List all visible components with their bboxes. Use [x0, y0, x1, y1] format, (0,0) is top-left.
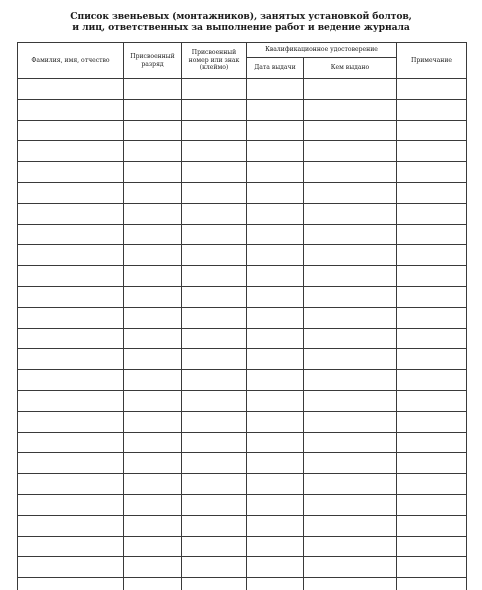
cell-full-name: [18, 370, 124, 391]
cell-number: [182, 349, 247, 370]
cell-full-name: [18, 328, 124, 349]
cell-full-name: [18, 224, 124, 245]
cell-number: [182, 120, 247, 141]
cell-issued-by: [304, 99, 397, 120]
cell-number: [182, 266, 247, 287]
title-line-1: Список звеньевых (монтажников), занятых установкой болтов,: [0, 11, 482, 22]
cell-number: [182, 224, 247, 245]
cell-number: [182, 536, 247, 557]
cell-full-name: [18, 453, 124, 474]
cell-issued-by: [304, 536, 397, 557]
cell-issue-date: [247, 411, 304, 432]
cell-note: [397, 557, 467, 578]
cell-issue-date: [247, 120, 304, 141]
cell-full-name: [18, 203, 124, 224]
cell-note: [397, 162, 467, 183]
cell-issue-date: [247, 515, 304, 536]
cell-number: [182, 390, 247, 411]
cell-note: [397, 411, 467, 432]
cell-issued-by: [304, 182, 397, 203]
cell-issue-date: [247, 182, 304, 203]
header-issued-by: Кем выдано: [304, 58, 397, 79]
cell-issued-by: [304, 453, 397, 474]
table-row: [18, 349, 467, 370]
cell-issue-date: [247, 162, 304, 183]
cell-issued-by: [304, 203, 397, 224]
cell-rank: [124, 266, 182, 287]
cell-note: [397, 328, 467, 349]
cell-rank: [124, 370, 182, 391]
cell-note: [397, 141, 467, 162]
table-row: [18, 266, 467, 287]
cell-rank: [124, 182, 182, 203]
table-row: [18, 182, 467, 203]
cell-issue-date: [247, 328, 304, 349]
cell-rank: [124, 494, 182, 515]
cell-issue-date: [247, 224, 304, 245]
cell-full-name: [18, 390, 124, 411]
cell-full-name: [18, 557, 124, 578]
cell-note: [397, 453, 467, 474]
cell-issue-date: [247, 494, 304, 515]
cell-number: [182, 557, 247, 578]
cell-rank: [124, 411, 182, 432]
table-row: [18, 390, 467, 411]
cell-number: [182, 411, 247, 432]
cell-issued-by: [304, 328, 397, 349]
cell-issue-date: [247, 99, 304, 120]
cell-issued-by: [304, 474, 397, 495]
cell-issue-date: [247, 79, 304, 100]
header-rank: Присвоенный разряд: [124, 43, 182, 79]
cell-full-name: [18, 578, 124, 590]
table-row: [18, 79, 467, 100]
cell-number: [182, 245, 247, 266]
table-row: [18, 494, 467, 515]
cell-rank: [124, 474, 182, 495]
cell-number: [182, 203, 247, 224]
cell-full-name: [18, 474, 124, 495]
cell-full-name: [18, 432, 124, 453]
cell-rank: [124, 557, 182, 578]
cell-note: [397, 224, 467, 245]
cell-issued-by: [304, 162, 397, 183]
cell-rank: [124, 224, 182, 245]
table-row: [18, 224, 467, 245]
table-row: [18, 370, 467, 391]
cell-note: [397, 390, 467, 411]
cell-number: [182, 286, 247, 307]
cell-rank: [124, 162, 182, 183]
title-line-2: и лиц, ответственных за выполнение работ и ведение журнала: [0, 22, 482, 33]
cell-number: [182, 578, 247, 590]
cell-issued-by: [304, 349, 397, 370]
cell-full-name: [18, 120, 124, 141]
cell-rank: [124, 390, 182, 411]
personnel-table: [17, 42, 467, 590]
cell-issue-date: [247, 474, 304, 495]
table-row: [18, 141, 467, 162]
table-row: [18, 245, 467, 266]
cell-issue-date: [247, 203, 304, 224]
cell-rank: [124, 453, 182, 474]
table-row: [18, 328, 467, 349]
cell-number: [182, 79, 247, 100]
cell-issued-by: [304, 515, 397, 536]
cell-note: [397, 266, 467, 287]
table-row: [18, 203, 467, 224]
cell-issued-by: [304, 307, 397, 328]
table-row: [18, 307, 467, 328]
table-header: [18, 43, 467, 79]
cell-issue-date: [247, 349, 304, 370]
cell-note: [397, 307, 467, 328]
cell-full-name: [18, 182, 124, 203]
cell-full-name: [18, 411, 124, 432]
cell-rank: [124, 99, 182, 120]
cell-note: [397, 182, 467, 203]
cell-number: [182, 328, 247, 349]
cell-issued-by: [304, 224, 397, 245]
cell-note: [397, 474, 467, 495]
cell-issued-by: [304, 141, 397, 162]
cell-number: [182, 515, 247, 536]
cell-full-name: [18, 99, 124, 120]
cell-issue-date: [247, 432, 304, 453]
cell-issue-date: [247, 557, 304, 578]
document-title: [0, 11, 482, 33]
cell-issued-by: [304, 79, 397, 100]
table-row: [18, 162, 467, 183]
cell-rank: [124, 515, 182, 536]
cell-rank: [124, 432, 182, 453]
cell-rank: [124, 141, 182, 162]
cell-full-name: [18, 266, 124, 287]
cell-issue-date: [247, 453, 304, 474]
table-row: [18, 120, 467, 141]
cell-note: [397, 203, 467, 224]
cell-issued-by: [304, 245, 397, 266]
cell-rank: [124, 349, 182, 370]
cell-issue-date: [247, 141, 304, 162]
cell-rank: [124, 536, 182, 557]
table-row: [18, 578, 467, 590]
cell-issued-by: [304, 494, 397, 515]
cell-issued-by: [304, 120, 397, 141]
cell-number: [182, 182, 247, 203]
cell-note: [397, 536, 467, 557]
table-row: [18, 474, 467, 495]
header-issue-date: Дата выдачи: [247, 58, 304, 79]
table-row: [18, 99, 467, 120]
cell-issued-by: [304, 390, 397, 411]
cell-rank: [124, 307, 182, 328]
cell-issue-date: [247, 370, 304, 391]
table-row: [18, 557, 467, 578]
cell-full-name: [18, 349, 124, 370]
cell-full-name: [18, 79, 124, 100]
table-body: [18, 79, 467, 590]
cell-full-name: [18, 494, 124, 515]
cell-number: [182, 141, 247, 162]
cell-note: [397, 245, 467, 266]
cell-number: [182, 494, 247, 515]
cell-full-name: [18, 307, 124, 328]
cell-issue-date: [247, 286, 304, 307]
cell-issued-by: [304, 266, 397, 287]
table-row: [18, 432, 467, 453]
cell-rank: [124, 203, 182, 224]
table-row: [18, 411, 467, 432]
cell-full-name: [18, 286, 124, 307]
cell-number: [182, 162, 247, 183]
cell-issued-by: [304, 578, 397, 590]
table-row: [18, 515, 467, 536]
cell-issued-by: [304, 286, 397, 307]
cell-issue-date: [247, 536, 304, 557]
header-qualification: Квалификационное удостоверение: [247, 43, 397, 58]
cell-rank: [124, 286, 182, 307]
cell-number: [182, 370, 247, 391]
cell-number: [182, 474, 247, 495]
cell-note: [397, 120, 467, 141]
table-row: [18, 453, 467, 474]
cell-rank: [124, 578, 182, 590]
header-note: Примечание: [397, 43, 467, 79]
table-row: [18, 286, 467, 307]
cell-issued-by: [304, 370, 397, 391]
cell-full-name: [18, 141, 124, 162]
cell-issued-by: [304, 411, 397, 432]
cell-issue-date: [247, 390, 304, 411]
cell-note: [397, 515, 467, 536]
cell-issue-date: [247, 578, 304, 590]
cell-note: [397, 79, 467, 100]
cell-issue-date: [247, 307, 304, 328]
header-full-name: Фамилия, имя, отчество: [18, 43, 124, 79]
cell-note: [397, 494, 467, 515]
cell-note: [397, 349, 467, 370]
cell-number: [182, 453, 247, 474]
cell-note: [397, 286, 467, 307]
cell-issue-date: [247, 245, 304, 266]
cell-number: [182, 99, 247, 120]
cell-rank: [124, 79, 182, 100]
cell-full-name: [18, 536, 124, 557]
cell-note: [397, 370, 467, 391]
cell-number: [182, 432, 247, 453]
cell-rank: [124, 245, 182, 266]
cell-issue-date: [247, 266, 304, 287]
table-row: [18, 536, 467, 557]
cell-full-name: [18, 245, 124, 266]
cell-rank: [124, 328, 182, 349]
cell-full-name: [18, 162, 124, 183]
cell-note: [397, 578, 467, 590]
cell-note: [397, 432, 467, 453]
cell-rank: [124, 120, 182, 141]
cell-issued-by: [304, 557, 397, 578]
cell-issued-by: [304, 432, 397, 453]
header-number: Присвоенный номер или знак (клеймо): [182, 43, 247, 79]
cell-number: [182, 307, 247, 328]
cell-full-name: [18, 515, 124, 536]
cell-note: [397, 99, 467, 120]
